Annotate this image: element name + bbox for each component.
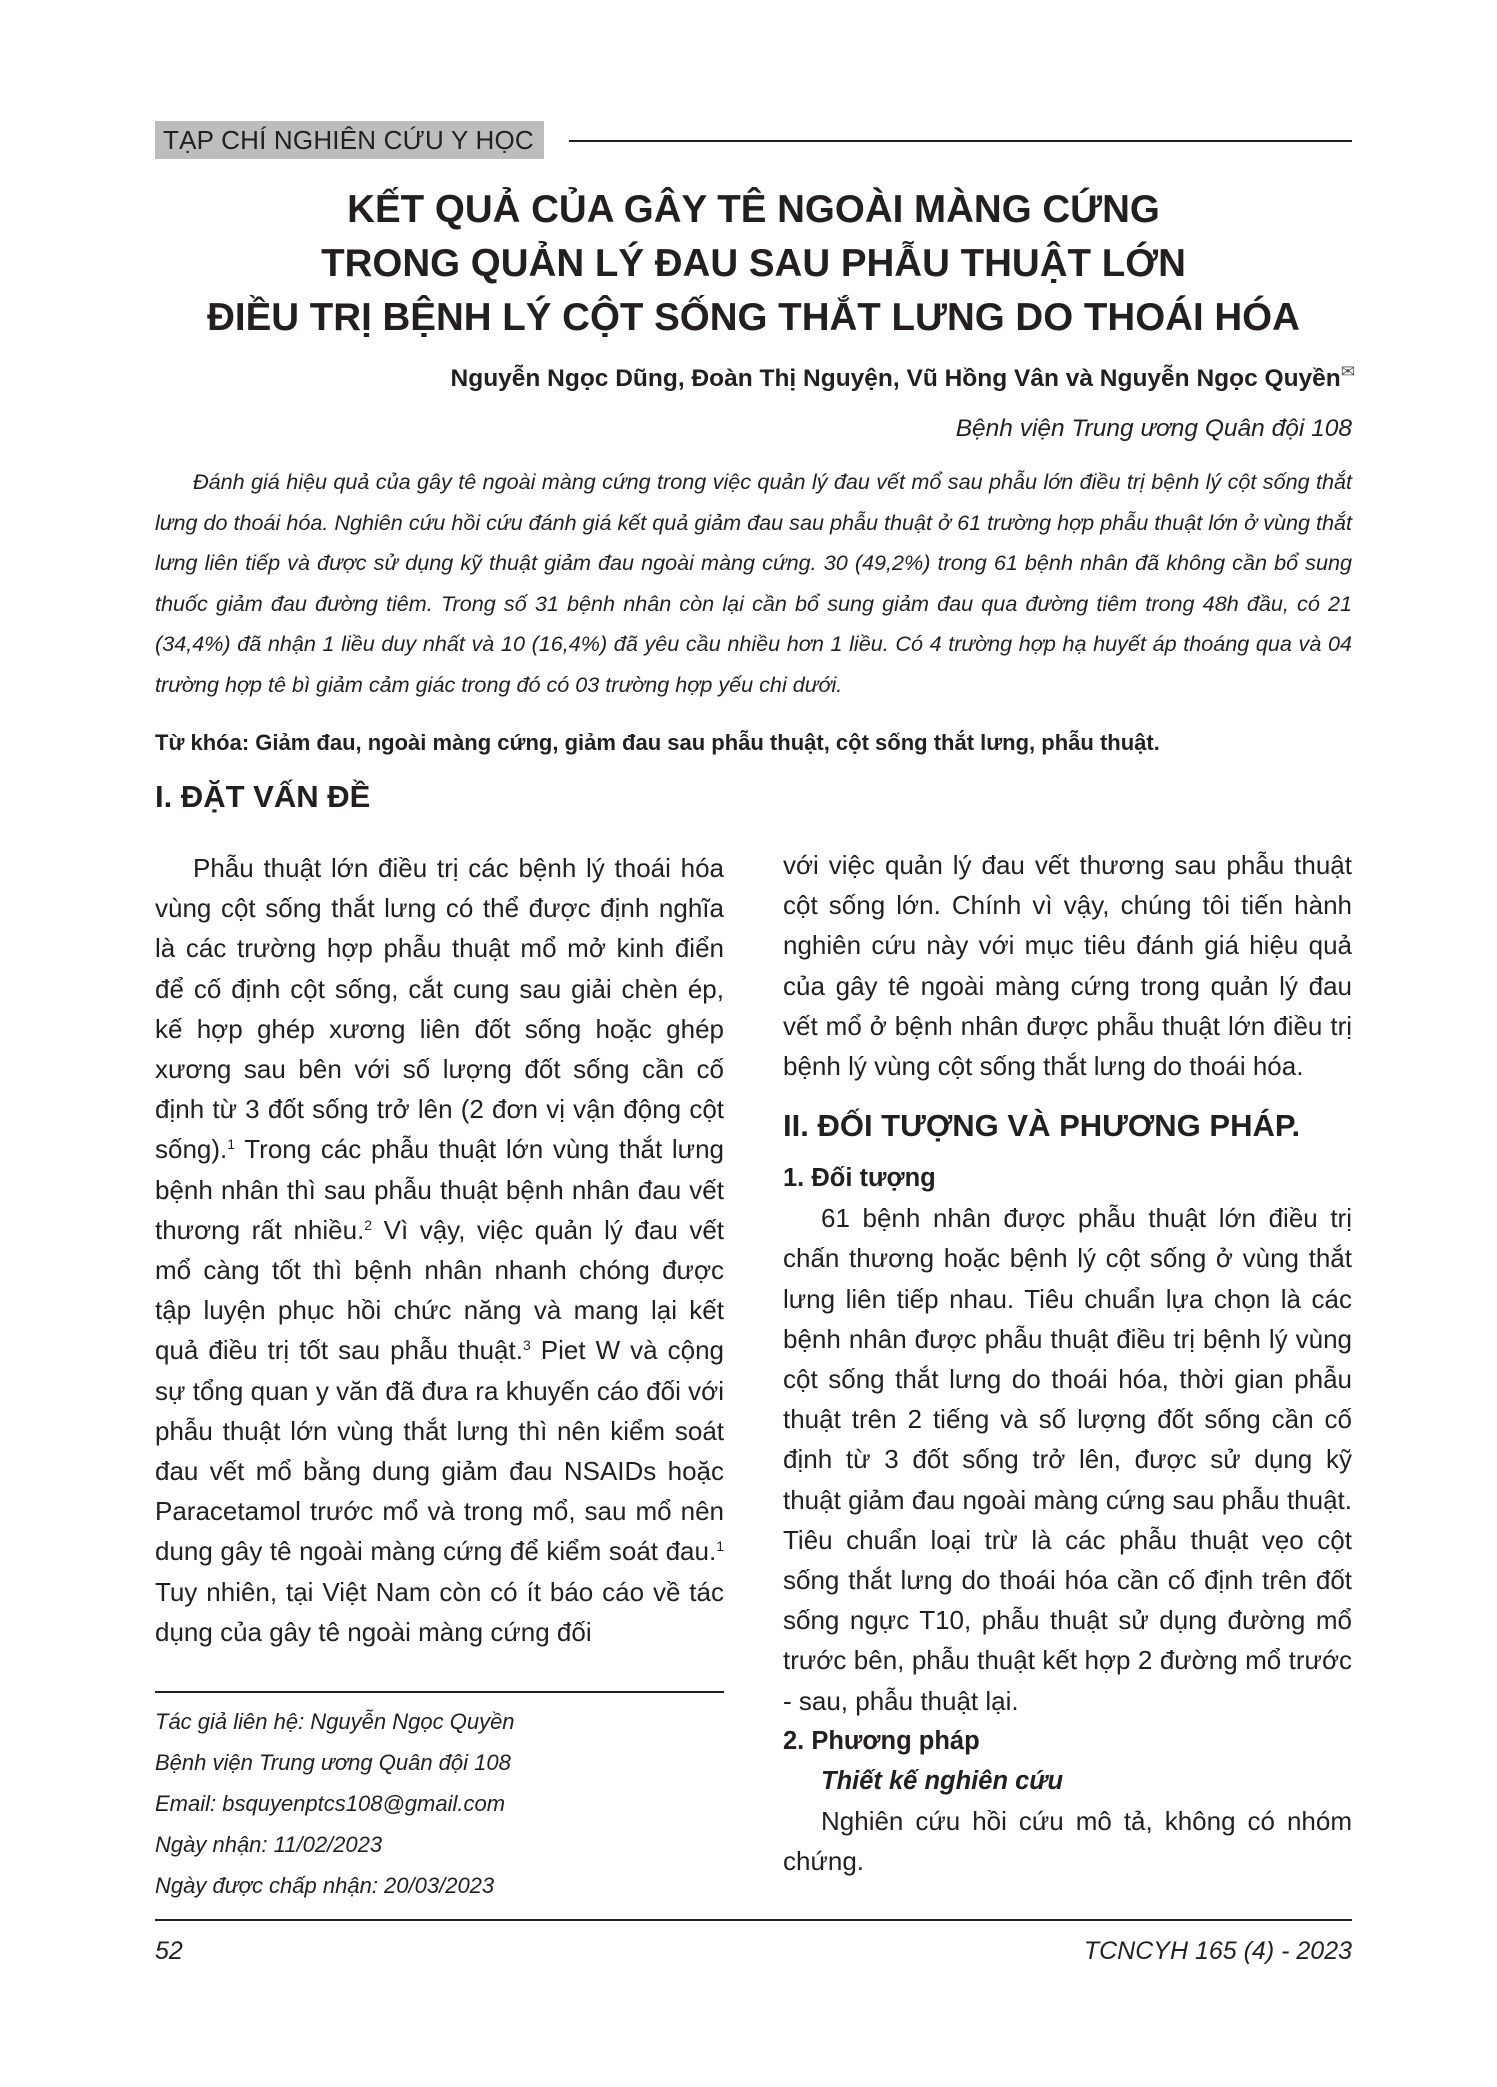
study-design-paragraph: Nghiên cứu hồi cứu mô tả, không có nhóm chứng. bbox=[783, 1805, 1352, 1877]
intro-paragraph bbox=[155, 848, 724, 1652]
citation: 3 bbox=[522, 1337, 531, 1354]
author-names: Nguyễn Ngọc Dũng, Đoàn Thị Nguyện, Vũ Hồng Vân và Nguyễn Ngọc Quyền bbox=[450, 365, 1341, 393]
footnote-affiliation: Bệnh viện Trung ương Quân đội 108 bbox=[155, 1750, 511, 1775]
correspondence-footnote bbox=[155, 1701, 724, 1906]
subjects-paragraph: 61 bệnh nhân được phẫu thuật lớn điều trị chấn thương hoặc bệnh lý cột sống ở vùng thắt lưng liên tiếp nhau. Tiêu chuẩn lựa chọn là các bệnh nhân được phẫu thuật điều trị bệnh lý vùng cột sống thắt lưng do thoái hóa, thời gian phẫu thuật trên 2 tiếng và số lượng đốt sống cần cố định từ 3 đốt sống trở lên, được sử dụng kỹ thuật giảm đau ngoài màng cứng sau phẫu thuật. Tiêu chuẩn loại trừ là các phẫu thuật vẹo cột sống thắt lưng do thoái hóa cần cố định trên đốt sống ngực T10, phẫu thuật sử dụng đường mổ trước bên, phẫu thuật kết hợp 2 đường mổ trước - sau, phẫu thuật lại. bbox=[783, 1203, 1352, 1716]
footer-rule bbox=[155, 1919, 1352, 1921]
envelope-icon: ✉ bbox=[1340, 362, 1355, 381]
keywords: Từ khóa: Giảm đau, ngoài màng cứng, giảm đau sau phẫu thuật, cột sống thắt lưng, phẫu thuật. bbox=[155, 730, 1160, 755]
citation: 1 bbox=[227, 1136, 236, 1153]
footnote-rule bbox=[155, 1691, 724, 1693]
citation: 1 bbox=[716, 1538, 724, 1555]
affiliation: Bệnh viện Trung ương Quân đội 108 bbox=[955, 415, 1352, 442]
intro-text: Vì vậy, việc quản lý đau vết mổ càng tốt thì bệnh nhân nhanh chóng được tập luyện phục hồi chức năng và mang lại kết quả điều trị tốt sau phẫu thuật. bbox=[155, 1214, 724, 1366]
footnote-received: Ngày nhận: 11/02/2023 bbox=[155, 1832, 383, 1857]
intro-paragraph-continued: với việc quản lý đau vết thương sau phẫu thuật cột sống lớn. Chính vì vậy, chúng tôi tiến hành nghiên cứu này với mục tiêu đánh giá hiệu quả của gây tê ngoài màng cứng trong quản lý đau vết mổ ở bệnh nhân được phẫu thuật lớn điều trị bệnh lý vùng cột sống thắt lưng do thoái hóa. bbox=[783, 850, 1352, 1082]
intro-text: Tuy nhiên, tại Việt Nam còn có ít báo cáo về tác dụng của gây tê ngoài màng cứng đối bbox=[155, 1576, 724, 1647]
subheading-study-design: Thiết kế nghiên cứu bbox=[821, 1766, 1064, 1795]
page-number: 52 bbox=[155, 1937, 183, 1965]
abstract: Đánh giá hiệu quả của gây tê ngoài màng cứng trong việc quản lý đau vết mổ sau phẫu lớn điều trị bệnh lý cột sống thắt lưng do thoái hóa. Nghiên cứu hồi cứu đánh giá kết quả giảm đau sau phẫu thuật ở 61 trường hợp phẫu thuật lớn ở vùng thắt lưng liên tiếp và được sử dụng kỹ thuật giảm đau ngoài màng cứng. 30 (49,2%) trong 61 bệnh nhân đã không cần bổ sung thuốc giảm đau đường tiêm. Trong số 31 bệnh nhân còn lại cần bổ sung giảm đau qua đường tiêm trong 48h đầu, có 21 (34,4%) đã nhận 1 liều duy nhất và 10 (16,4%) đã yêu cầu nhiều hơn 1 liều. Có 4 trường hợp hạ huyết áp thoáng qua và 04 trường hợp tê bì giảm cảm giác trong đó có 03 trường hợp yếu chi dưới. bbox=[155, 469, 1352, 697]
author-list bbox=[155, 356, 1355, 395]
citation: 2 bbox=[364, 1216, 373, 1233]
footnote-email: Email: bsquyenptcs108@gmail.com bbox=[155, 1791, 506, 1816]
right-column bbox=[783, 845, 1352, 1881]
footnote-accepted: Ngày được chấp nhận: 20/03/2023 bbox=[155, 1873, 495, 1898]
subheading-subjects: 1. Đối tượng bbox=[783, 1164, 936, 1193]
footer-journal: TCNCYH 165 (4) - 2023 bbox=[1083, 1937, 1352, 1965]
journal-header bbox=[155, 121, 1352, 161]
intro-text: Trong các phẫu thuật lớn vùng thắt lưng bệnh nhân thì sau phẫu thuật bệnh nhân đau vết thương rất nhiều. bbox=[155, 1134, 724, 1245]
footnote-author: Tác giả liên hệ: Nguyễn Ngọc Quyền bbox=[155, 1709, 515, 1734]
header-rule bbox=[569, 140, 1352, 142]
section-heading-introduction: I. ĐẶT VẤN ĐỀ bbox=[155, 779, 371, 814]
left-column bbox=[155, 848, 724, 1652]
title-line: KẾT QUẢ CỦA GÂY TÊ NGOÀI MÀNG CỨNG bbox=[347, 188, 1160, 231]
article-title bbox=[155, 183, 1352, 345]
subheading-method: 2. Phương pháp bbox=[783, 1726, 980, 1755]
intro-text: Piet W và cộng sự tổng quan y văn đã đưa ra khuyến cáo đối với phẫu thuật lớn vùng thắt lưng thì nên kiểm soát đau vết mổ bằng dung giảm đau NSAIDs hoặc Paracetamol trước mổ và trong mổ, sau mổ nên dung gây tê ngoài màng cứng để kiểm soát đau. bbox=[155, 1335, 725, 1567]
journal-label: TẠP CHÍ NGHIÊN CỨU Y HỌC bbox=[155, 121, 544, 159]
intro-text: Phẫu thuật lớn điều trị các bệnh lý thoái hóa vùng cột sống thắt lưng có thể được định nghĩa là các trường hợp phẫu thuật mổ mở kinh điển để cố định cột sống, cắt cung sau giải chèn ép, kế hợp ghép xương liên đốt sống hoặc ghép xương sau bên với số lượng đốt sống cần cố định từ 3 đốt sống trở lên (2 đơn vị vận động cột sống). bbox=[155, 853, 724, 1165]
title-line: ĐIỀU TRỊ BỆNH LÝ CỘT SỐNG THẮT LƯNG DO THOÁI HÓA bbox=[207, 296, 1300, 339]
section-heading-methods: II. ĐỐI TƯỢNG VÀ PHƯƠNG PHÁP. bbox=[783, 1108, 1301, 1144]
title-line: TRONG QUẢN LÝ ĐAU SAU PHẪU THUẬT LỚN bbox=[321, 242, 1186, 285]
